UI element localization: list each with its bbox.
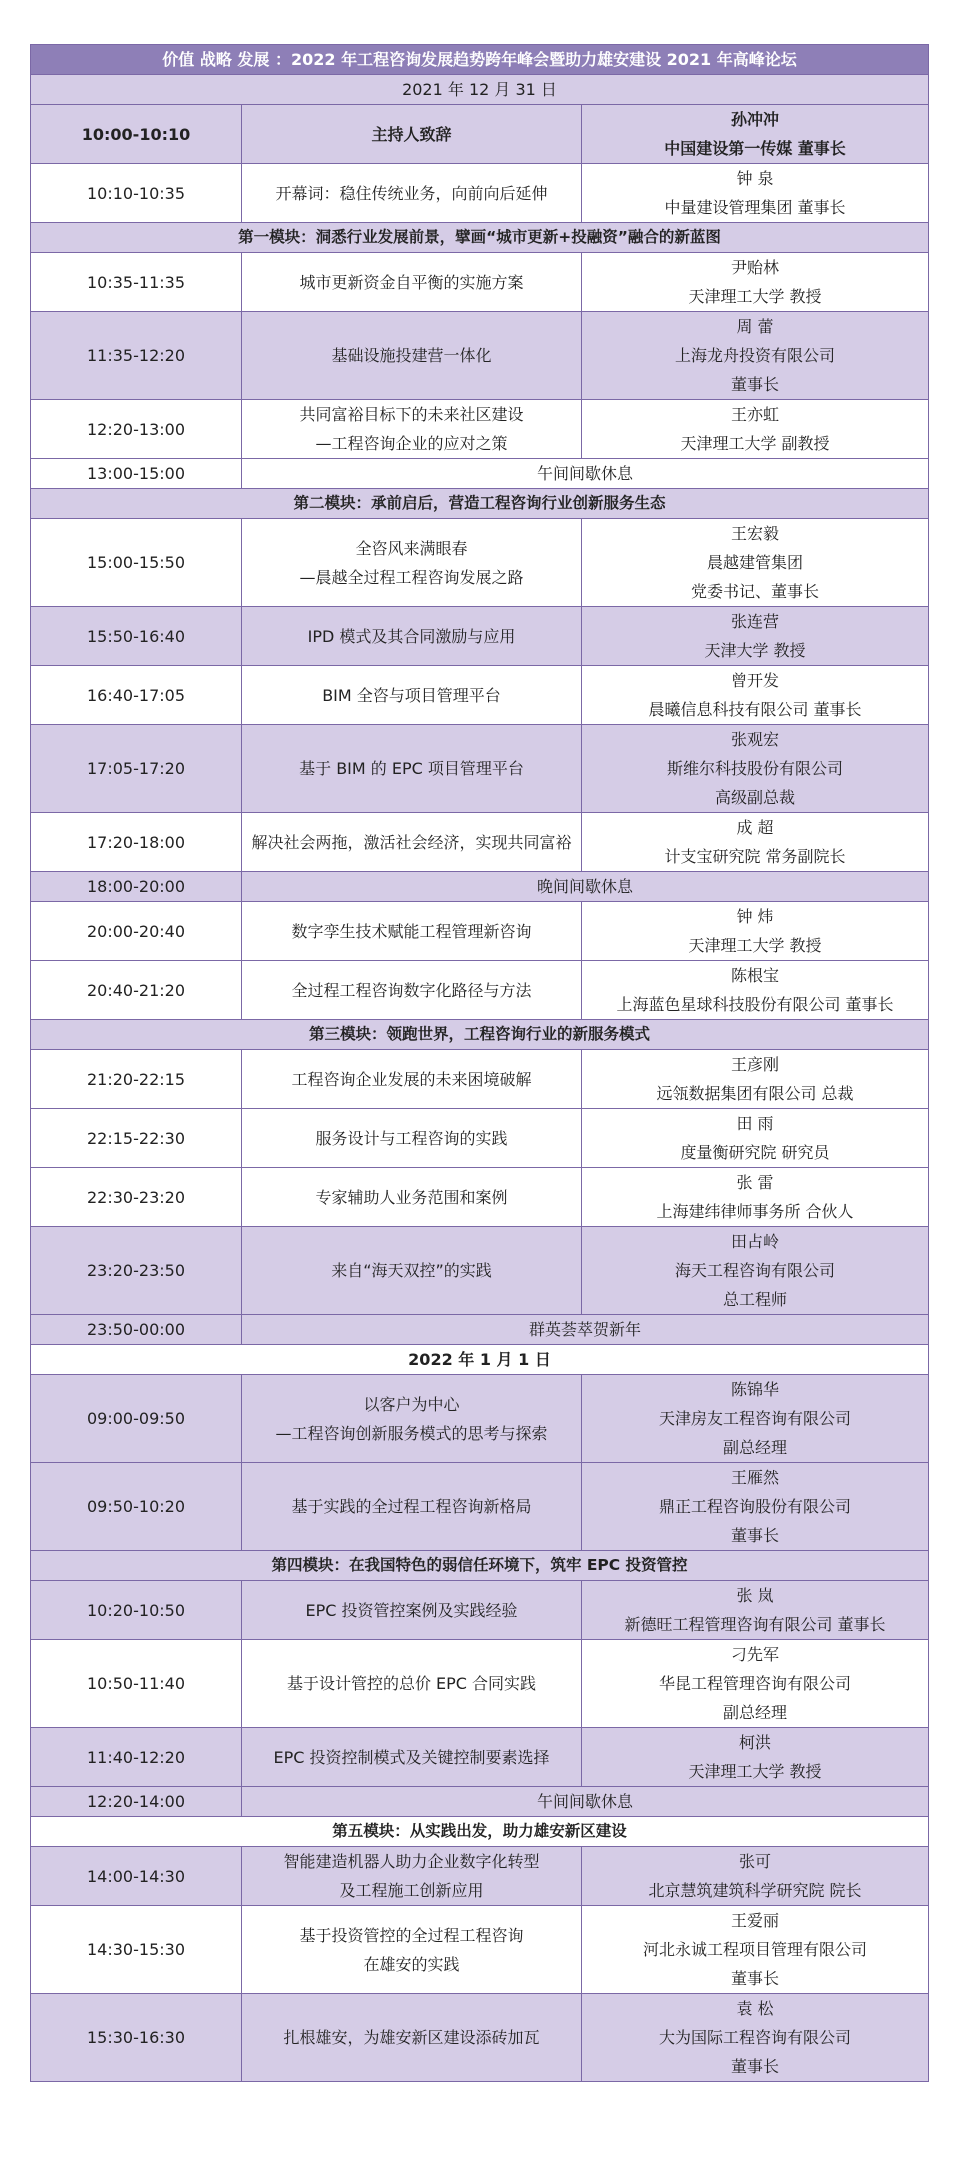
speaker-line: 鼎正工程咨询股份有限公司 bbox=[659, 1497, 852, 1516]
forum-title: 价值 战略 发展 ：2022 年工程咨询发展趋势跨年峰会暨助力雄安建设 2021 年高峰论坛 bbox=[31, 45, 929, 75]
module-row bbox=[31, 223, 929, 253]
session-row bbox=[31, 902, 929, 961]
topic-cell bbox=[242, 666, 582, 725]
speaker-line: 陈根宝 bbox=[731, 966, 780, 985]
speaker-cell bbox=[582, 1640, 929, 1728]
session-row bbox=[31, 164, 929, 223]
speaker-line: 天津房友工程咨询有限公司 bbox=[659, 1409, 852, 1428]
topic-cell bbox=[242, 164, 582, 223]
speaker-cell bbox=[582, 1906, 929, 1994]
time-cell: 22:30-23:20 bbox=[31, 1168, 242, 1227]
module-heading: 第三模块：领跑世界，工程咨询行业的新服务模式 bbox=[31, 1020, 929, 1050]
session-row bbox=[31, 961, 929, 1020]
topic-cell bbox=[242, 607, 582, 666]
speaker-cell bbox=[582, 253, 929, 312]
speaker-cell bbox=[582, 1109, 929, 1168]
speaker-line: 斯维尔科技股份有限公司 bbox=[667, 759, 844, 778]
speaker-line: 华昆工程管理咨询有限公司 bbox=[659, 1674, 852, 1693]
topic-line: EPC 投资管控案例及实践经验 bbox=[305, 1600, 518, 1620]
speaker-cell bbox=[582, 1847, 929, 1906]
speaker-line: 刁先军 bbox=[731, 1645, 780, 1664]
session-row bbox=[31, 253, 929, 312]
topic-cell bbox=[242, 105, 582, 164]
speaker-cell bbox=[582, 902, 929, 961]
time-cell: 23:20-23:50 bbox=[31, 1227, 242, 1315]
speaker-line: 张连营 bbox=[731, 612, 780, 631]
topic-cell bbox=[242, 1847, 582, 1906]
agenda-table bbox=[30, 44, 929, 2082]
topic-line: 共同富裕目标下的未来社区建设 bbox=[299, 405, 524, 424]
agenda-body bbox=[31, 45, 929, 2082]
topic-line: 来自“海天双控”的实践 bbox=[331, 1261, 492, 1280]
topic-line: 智能建造机器人助力企业数字化转型 bbox=[283, 1852, 540, 1871]
topic-line: 数字孪生技术赋能工程管理新咨询 bbox=[291, 921, 532, 941]
speaker-line: 王亦虹 bbox=[731, 405, 780, 424]
time-cell: 16:40-17:05 bbox=[31, 666, 242, 725]
session-row bbox=[31, 1227, 929, 1315]
speaker-line: 王雁然 bbox=[731, 1468, 780, 1487]
speaker-line: 曾开发 bbox=[731, 671, 780, 690]
speaker-line: 田 雨 bbox=[736, 1114, 774, 1133]
topic-line: 解决社会两拖，激活社会经济，实现共同富裕 bbox=[251, 832, 572, 852]
session-row bbox=[31, 1640, 929, 1728]
time-cell: 23:50-00:00 bbox=[31, 1315, 242, 1345]
topic-line: 基于设计管控的总价 EPC 合同实践 bbox=[286, 1674, 537, 1693]
time-cell: 13:00-15:00 bbox=[31, 459, 242, 489]
topic-line: 在雄安的实践 bbox=[363, 1954, 460, 1974]
topic-cell bbox=[242, 1640, 582, 1728]
topic-cell bbox=[242, 1994, 582, 2082]
speaker-line: 上海建纬律师事务所 合伙人 bbox=[656, 1202, 854, 1221]
topic-cell bbox=[242, 1728, 582, 1787]
time-cell: 21:20-22:15 bbox=[31, 1050, 242, 1109]
speaker-line: 新德旺工程管理咨询有限公司 董事长 bbox=[624, 1615, 886, 1634]
break-row bbox=[31, 459, 929, 489]
session-row bbox=[31, 1375, 929, 1463]
time-cell: 12:20-13:00 bbox=[31, 400, 242, 459]
speaker-line: 晨曦信息科技有限公司 董事长 bbox=[648, 700, 862, 719]
speaker-line: 党委书记、董事长 bbox=[691, 582, 820, 601]
speaker-line: 总工程师 bbox=[723, 1290, 788, 1309]
module-row bbox=[31, 1817, 929, 1847]
speaker-cell bbox=[582, 312, 929, 400]
speaker-line: 海天工程咨询有限公司 bbox=[675, 1261, 836, 1280]
topic-line: 服务设计与工程咨询的实践 bbox=[315, 1128, 508, 1148]
speaker-cell bbox=[582, 1227, 929, 1315]
speaker-cell bbox=[582, 607, 929, 666]
speaker-cell bbox=[582, 400, 929, 459]
topic-cell bbox=[242, 902, 582, 961]
time-cell: 11:35-12:20 bbox=[31, 312, 242, 400]
speaker-line: 王彦刚 bbox=[731, 1055, 780, 1074]
time-cell: 10:00-10:10 bbox=[31, 105, 242, 164]
time-cell: 22:15-22:30 bbox=[31, 1109, 242, 1168]
topic-line: 基于投资管控的全过程工程咨询 bbox=[299, 1925, 524, 1945]
time-cell: 10:50-11:40 bbox=[31, 1640, 242, 1728]
speaker-line: 远瓴数据集团有限公司 总裁 bbox=[656, 1084, 854, 1103]
speaker-cell bbox=[582, 164, 929, 223]
topic-line: 全咨风来满眼春 bbox=[355, 538, 468, 558]
break-label: 午间间歇休息 bbox=[242, 459, 929, 489]
time-cell: 20:40-21:20 bbox=[31, 961, 242, 1020]
topic-line: IPD 模式及其合同激励与应用 bbox=[307, 626, 516, 646]
topic-cell bbox=[242, 312, 582, 400]
speaker-line: 晨越建管集团 bbox=[707, 553, 804, 572]
topic-cell bbox=[242, 961, 582, 1020]
speaker-line: 中国建设第一传媒 董事长 bbox=[664, 139, 846, 158]
speaker-cell bbox=[582, 961, 929, 1020]
speaker-line: 计支宝研究院 常务副院长 bbox=[664, 847, 846, 866]
speaker-line: 王爱丽 bbox=[731, 1911, 780, 1930]
topic-line: EPC 投资控制模式及关键控制要素选择 bbox=[273, 1747, 550, 1767]
module-row bbox=[31, 1020, 929, 1050]
time-cell: 18:00-20:00 bbox=[31, 872, 242, 902]
session-row bbox=[31, 1109, 929, 1168]
break-row bbox=[31, 1315, 929, 1345]
agenda-title-row bbox=[31, 45, 929, 75]
session-row bbox=[31, 1463, 929, 1551]
date-cell: 2022 年 1 月 1 日 bbox=[31, 1345, 929, 1375]
speaker-cell bbox=[582, 1168, 929, 1227]
date-cell: 2021 年 12 月 31 日 bbox=[31, 75, 929, 105]
time-cell: 17:05-17:20 bbox=[31, 725, 242, 813]
session-row bbox=[31, 1906, 929, 1994]
time-cell: 20:00-20:40 bbox=[31, 902, 242, 961]
time-cell: 10:10-10:35 bbox=[31, 164, 242, 223]
topic-cell bbox=[242, 725, 582, 813]
topic-cell bbox=[242, 1168, 582, 1227]
speaker-cell bbox=[582, 725, 929, 813]
session-row bbox=[31, 519, 929, 607]
session-row bbox=[31, 1847, 929, 1906]
speaker-line: 上海龙舟投资有限公司 bbox=[675, 346, 836, 365]
speaker-line: 中量建设管理集团 董事长 bbox=[664, 198, 846, 217]
speaker-line: 尹贻林 bbox=[731, 258, 780, 277]
topic-line: 城市更新资金自平衡的实施方案 bbox=[299, 272, 524, 292]
topic-line: 以客户为中心 bbox=[363, 1394, 460, 1414]
session-row bbox=[31, 725, 929, 813]
speaker-line: 钟 炜 bbox=[736, 907, 774, 926]
time-cell: 10:20-10:50 bbox=[31, 1581, 242, 1640]
speaker-cell bbox=[582, 1375, 929, 1463]
speaker-line: 钟 泉 bbox=[736, 169, 774, 188]
break-label: 晚间间歇休息 bbox=[242, 872, 929, 902]
time-cell: 15:30-16:30 bbox=[31, 1994, 242, 2082]
speaker-line: 副总经理 bbox=[723, 1438, 788, 1457]
topic-line: 基于实践的全过程工程咨询新格局 bbox=[291, 1497, 532, 1516]
topic-cell bbox=[242, 813, 582, 872]
topic-line: 及工程施工创新应用 bbox=[339, 1881, 484, 1900]
speaker-line: 上海蓝色星球科技股份有限公司 董事长 bbox=[616, 995, 894, 1014]
topic-line: 开幕词：稳住传统业务，向前向后延伸 bbox=[275, 183, 548, 203]
speaker-line: 袁 松 bbox=[736, 1999, 774, 2018]
time-cell: 10:35-11:35 bbox=[31, 253, 242, 312]
speaker-line: 董事长 bbox=[731, 375, 780, 394]
topic-line: —晨越全过程工程咨询发展之路 bbox=[299, 567, 524, 587]
session-row bbox=[31, 1168, 929, 1227]
break-row bbox=[31, 1787, 929, 1817]
break-row bbox=[31, 872, 929, 902]
speaker-line: 柯洪 bbox=[739, 1733, 772, 1752]
module-heading: 第一模块：洞悉行业发展前景，擘画“城市更新+投融资”融合的新蓝图 bbox=[31, 223, 929, 253]
topic-cell bbox=[242, 1906, 582, 1994]
module-heading: 第二模块：承前启后，营造工程咨询行业创新服务生态 bbox=[31, 489, 929, 519]
speaker-line: 张可 bbox=[739, 1852, 772, 1871]
session-row bbox=[31, 1994, 929, 2082]
speaker-line: 天津大学 教授 bbox=[704, 641, 806, 660]
topic-cell bbox=[242, 1463, 582, 1551]
speaker-line: 高级副总裁 bbox=[715, 788, 796, 807]
speaker-line: 张 岚 bbox=[736, 1586, 774, 1605]
session-row bbox=[31, 1050, 929, 1109]
topic-line: —工程咨询创新服务模式的思考与探索 bbox=[275, 1423, 548, 1443]
topic-cell bbox=[242, 1581, 582, 1640]
speaker-cell bbox=[582, 519, 929, 607]
speaker-cell bbox=[582, 1050, 929, 1109]
speaker-line: 王宏毅 bbox=[731, 524, 780, 543]
speaker-line: 孙冲冲 bbox=[731, 110, 780, 129]
speaker-line: 周 蕾 bbox=[736, 317, 774, 336]
time-cell: 15:50-16:40 bbox=[31, 607, 242, 666]
time-cell: 14:00-14:30 bbox=[31, 1847, 242, 1906]
time-cell: 11:40-12:20 bbox=[31, 1728, 242, 1787]
speaker-line: 田占岭 bbox=[731, 1232, 780, 1251]
topic-line: 工程咨询企业发展的未来困境破解 bbox=[291, 1069, 532, 1089]
speaker-cell bbox=[582, 105, 929, 164]
date-row bbox=[31, 1345, 929, 1375]
speaker-cell bbox=[582, 1728, 929, 1787]
time-cell: 17:20-18:00 bbox=[31, 813, 242, 872]
date-row bbox=[31, 75, 929, 105]
topic-line: 扎根雄安，为雄安新区建设添砖加瓦 bbox=[283, 2028, 540, 2047]
session-row bbox=[31, 813, 929, 872]
session-row bbox=[31, 666, 929, 725]
topic-cell bbox=[242, 1227, 582, 1315]
speaker-cell bbox=[582, 1581, 929, 1640]
module-row bbox=[31, 489, 929, 519]
speaker-line: 天津理工大学 教授 bbox=[688, 287, 822, 306]
time-cell: 12:20-14:00 bbox=[31, 1787, 242, 1817]
speaker-cell bbox=[582, 1463, 929, 1551]
speaker-line: 陈锦华 bbox=[731, 1380, 780, 1399]
session-row bbox=[31, 1728, 929, 1787]
speaker-line: 天津理工大学 教授 bbox=[688, 936, 822, 955]
time-cell: 09:00-09:50 bbox=[31, 1375, 242, 1463]
topic-cell bbox=[242, 1050, 582, 1109]
session-row bbox=[31, 312, 929, 400]
speaker-cell bbox=[582, 813, 929, 872]
speaker-cell bbox=[582, 666, 929, 725]
speaker-line: 度量衡研究院 研究员 bbox=[680, 1143, 830, 1162]
speaker-line: 张观宏 bbox=[731, 730, 780, 749]
module-heading: 第四模块：在我国特色的弱信任环境下，筑牢 EPC 投资管控 bbox=[31, 1551, 929, 1581]
time-cell: 15:00-15:50 bbox=[31, 519, 242, 607]
speaker-cell bbox=[582, 1994, 929, 2082]
topic-cell bbox=[242, 519, 582, 607]
topic-line: 基于 BIM 的 EPC 项目管理平台 bbox=[299, 759, 524, 778]
speaker-line: 成 超 bbox=[736, 818, 774, 837]
module-heading: 第五模块：从实践出发，助力雄安新区建设 bbox=[31, 1817, 929, 1847]
topic-cell bbox=[242, 253, 582, 312]
topic-line: 基础设施投建营一体化 bbox=[331, 346, 492, 365]
topic-cell bbox=[242, 1109, 582, 1168]
module-row bbox=[31, 1551, 929, 1581]
session-row bbox=[31, 105, 929, 164]
time-cell: 14:30-15:30 bbox=[31, 1906, 242, 1994]
break-label: 午间间歇休息 bbox=[242, 1787, 929, 1817]
speaker-line: 副总经理 bbox=[723, 1703, 788, 1722]
speaker-line: 北京慧筑建筑科学研究院 院长 bbox=[648, 1881, 862, 1900]
time-cell: 09:50-10:20 bbox=[31, 1463, 242, 1551]
speaker-line: 董事长 bbox=[731, 2057, 780, 2076]
topic-line: 主持人致辞 bbox=[371, 124, 452, 144]
topic-cell bbox=[242, 400, 582, 459]
speaker-line: 天津理工大学 教授 bbox=[688, 1762, 822, 1781]
session-row bbox=[31, 1581, 929, 1640]
speaker-line: 董事长 bbox=[731, 1969, 780, 1988]
topic-line: 专家辅助人业务范围和案例 bbox=[315, 1187, 508, 1207]
speaker-line: 董事长 bbox=[731, 1526, 780, 1545]
speaker-line: 张 雷 bbox=[736, 1173, 774, 1192]
break-label: 群英荟萃贺新年 bbox=[242, 1315, 929, 1345]
speaker-line: 天津理工大学 副教授 bbox=[680, 434, 830, 453]
topic-cell bbox=[242, 1375, 582, 1463]
topic-line: BIM 全咨与项目管理平台 bbox=[322, 685, 501, 705]
speaker-line: 大为国际工程咨询有限公司 bbox=[659, 2028, 852, 2047]
session-row bbox=[31, 400, 929, 459]
speaker-line: 河北永诚工程项目管理有限公司 bbox=[643, 1940, 868, 1959]
topic-line: 全过程工程咨询数字化路径与方法 bbox=[291, 980, 532, 1000]
session-row bbox=[31, 607, 929, 666]
topic-line: —工程咨询企业的应对之策 bbox=[315, 434, 508, 453]
